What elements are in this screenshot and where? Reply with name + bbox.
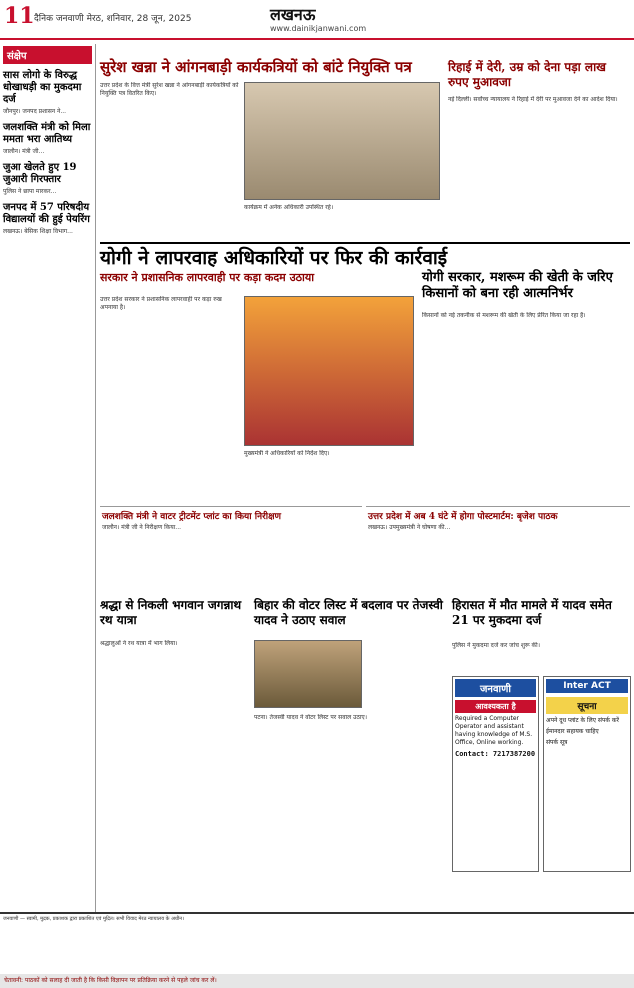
middle-text: जालौन। मंत्री जी ने निरीक्षण किया... bbox=[102, 524, 182, 531]
imprint-footer: जनवाणी — स्वामी, मुद्रक, प्रकाशक द्वारा प्रकाशित एवं मुद्रित। सभी विवाद मेरठ न्यायालय के अधीन। bbox=[0, 912, 634, 974]
issue-date: मेरठ, शनिवार, 28 जून, 2025 bbox=[86, 14, 192, 24]
sidebar-title[interactable]: जनपद में 57 परिषदीय विद्यालयों की हुई पेयरिंग bbox=[3, 202, 90, 225]
paper-meta bbox=[34, 11, 191, 24]
classified-ad[interactable] bbox=[452, 676, 539, 872]
ad-brand: जनवाणी bbox=[455, 679, 536, 697]
banner-headline[interactable]: योगी ने लापरवाह अधिकारियों पर फिर की कार्रवाई bbox=[100, 242, 630, 270]
ad-phone: Contact: 7217387200 bbox=[455, 750, 536, 758]
story6-headline[interactable]: बिहार की वोटर लिस्ट में बदलाव पर तेजस्वी यादव ने उठाए सवाल bbox=[254, 598, 443, 627]
sidebar-title[interactable]: जुआ खेलते हुए 19 जुआरी गिरफ्तार bbox=[3, 162, 77, 185]
sidebar-text: लखनऊ। बेसिक शिक्षा विभाग... bbox=[3, 228, 73, 235]
sidebar-text: पुलिस ने छापा मारकर... bbox=[3, 188, 57, 195]
story1-headline[interactable]: सुरेश खन्ना ने आंगनबाड़ी कार्यकत्रियों को बांटे नियुक्ति पत्र bbox=[100, 58, 412, 76]
ad-line: Required a Computer Operator and assistant having knowledge of M.S. Office, Online working. bbox=[455, 715, 533, 746]
story1-text: उत्तर प्रदेश के वित्त मंत्री सुरेश खन्ना ने आंगनबाड़ी कार्यकत्रियों को नियुक्ति पत्र वितरित किए। bbox=[100, 82, 239, 97]
story2-text: नई दिल्ली। सर्वोच्च न्यायालय ने रिहाई में देरी पर मुआवजा देने का आदेश दिया। bbox=[448, 96, 618, 103]
page-number: 11 bbox=[4, 3, 35, 29]
story7-text: पुलिस ने मुकदमा दर्ज कर जांच शुरू की। bbox=[452, 642, 540, 649]
disclaimer-strip: चेतावनी: पाठकों को सलाह दी जाती है कि किसी विज्ञापन पर प्रतिक्रिया करने से पहले जांच कर लें। bbox=[0, 974, 634, 988]
story1-text2: कार्यक्रम में अनेक अधिकारी उपस्थित रहे। bbox=[244, 204, 334, 211]
story5-text: श्रद्धालुओं ने रथ यात्रा में भाग लिया। bbox=[100, 640, 178, 647]
story3-text2: मुख्यमंत्री ने अधिकारियों को निर्देश दिए। bbox=[244, 450, 330, 457]
sidebar-text: जौनपुर। जनपद प्रशासन ने... bbox=[3, 108, 67, 115]
sidebar-title[interactable]: सास लोगो के विरुद्ध धोखाधड़ी का मुकदमा दर्ज bbox=[3, 70, 82, 105]
story2-headline[interactable]: रिहाई में देरी, उम्र को देना पड़ा लाख रुपए मुआवजा bbox=[448, 60, 606, 89]
website: www.dainikjanwani.com bbox=[270, 24, 367, 33]
middle-story bbox=[100, 506, 362, 590]
sidebar-text: जालौन। मंत्री जी... bbox=[3, 148, 45, 155]
paper-name: दैनिक जनवाणी bbox=[34, 14, 84, 24]
story6-text: पटना। तेजस्वी यादव ने वोटर लिस्ट पर सवाल उठाए। bbox=[254, 714, 367, 721]
masthead bbox=[0, 0, 634, 40]
story3-photo bbox=[244, 296, 414, 446]
middle-title[interactable]: उत्तर प्रदेश में अब 4 घंटे में होगा पोस्टमार्टम: बृजेश पाठक bbox=[368, 512, 558, 522]
story6-photo bbox=[254, 640, 362, 708]
middle-title[interactable]: जलशक्ति मंत्री ने वाटर ट्रीटमेंट प्लांट का किया निरीक्षण bbox=[102, 512, 282, 522]
ad2-tag: सूचना bbox=[546, 697, 628, 714]
middle-story bbox=[366, 506, 630, 590]
story5-headline[interactable]: श्रद्धा से निकली भगवान जगन्नाथ रथ यात्रा bbox=[100, 598, 242, 627]
story7-headline[interactable]: हिरासत में मौत मामले में यादव समेत 21 पर मुकदमा दर्ज bbox=[452, 598, 612, 627]
notice-ad[interactable] bbox=[543, 676, 631, 872]
sidebar bbox=[0, 44, 96, 912]
sidebar-title[interactable]: जलशक्ति मंत्री को मिला ममता भरा आतिथ्य bbox=[3, 122, 91, 145]
story3-subhead[interactable]: सरकार ने प्रशासनिक लापरवाही पर कड़ा कदम उठाया bbox=[100, 271, 315, 284]
middle-text: लखनऊ। उपमुख्यमंत्री ने घोषणा की... bbox=[368, 524, 451, 531]
story3-text: उत्तर प्रदेश सरकार ने प्रशासनिक लापरवाही पर कड़ा रुख अपनाया है। bbox=[100, 296, 222, 311]
ad2-item: ईमानदार सहायक चाहिए bbox=[546, 728, 599, 735]
ad-tag: आवश्यकता है bbox=[455, 700, 536, 713]
story1-photo bbox=[244, 82, 440, 200]
story4-text: किसानों को नई तकनीक से मशरूम की खेती के लिए प्रेरित किया जा रहा है। bbox=[422, 312, 586, 319]
ad2-item: अपने दूध प्लांट के लिए संपर्क करें bbox=[546, 717, 619, 724]
sidebar-heading: संक्षेप bbox=[3, 46, 92, 64]
story4-headline[interactable]: योगी सरकार, मशरूम की खेती के जरिए किसानों को बना रही आत्मनिर्भर bbox=[422, 270, 613, 301]
ad2-brand: Inter ACT bbox=[546, 679, 628, 693]
section-city: लखनऊ bbox=[270, 5, 316, 24]
ad2-item: संपर्क सूत्र bbox=[546, 739, 568, 746]
